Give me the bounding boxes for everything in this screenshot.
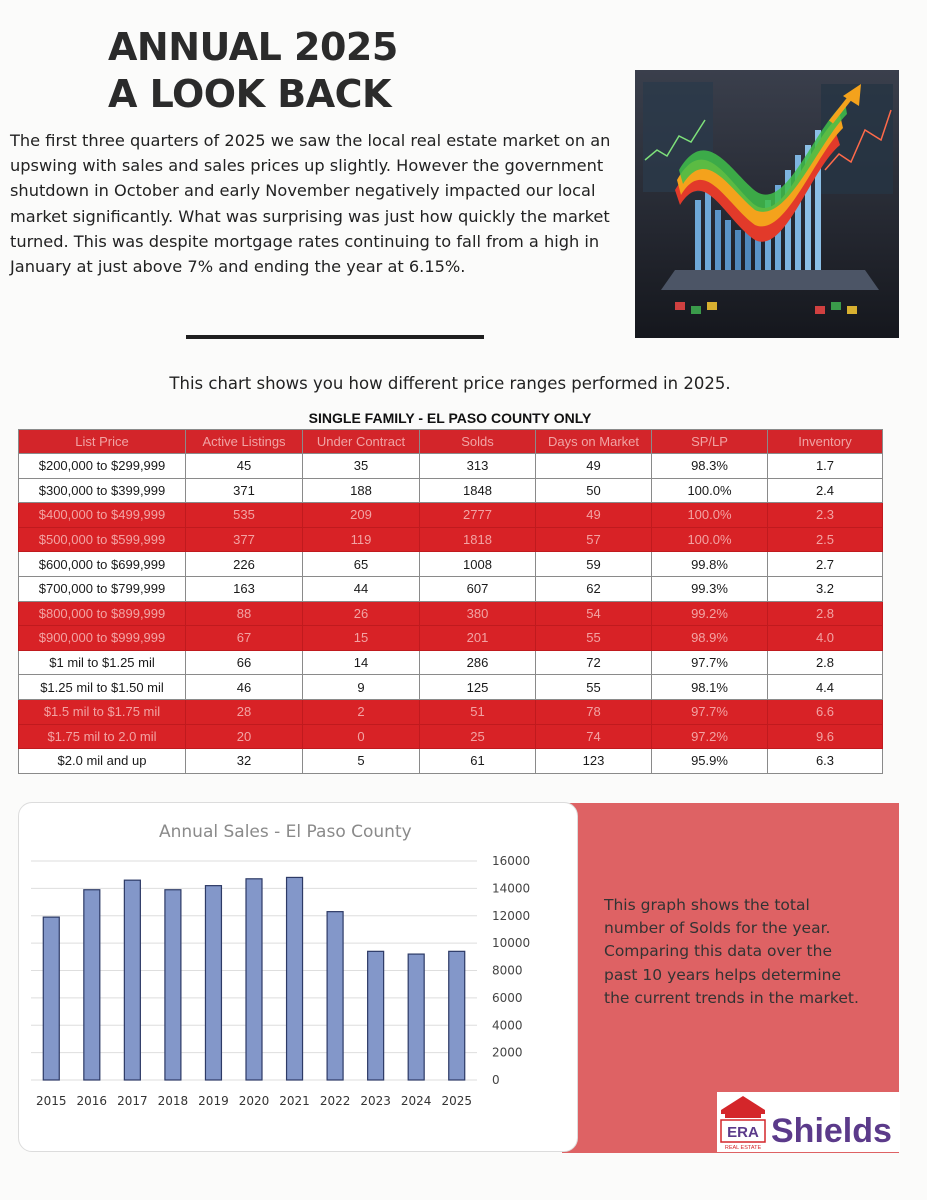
header-list-price: List Price [19, 430, 186, 454]
price-range-table [18, 429, 883, 774]
x-tick-label: 2021 [279, 1094, 310, 1108]
cell-under-contract: 15 [303, 626, 420, 651]
cell-days-on-market: 54 [536, 601, 652, 626]
cell-sp-lp: 99.3% [652, 576, 768, 601]
cell-active-listings: 377 [186, 527, 303, 552]
y-tick-label: 10000 [492, 936, 531, 951]
cell-days-on-market: 49 [536, 503, 652, 528]
chart-title: Annual Sales - El Paso County [159, 822, 412, 842]
table-row [19, 478, 883, 503]
cell-solds: 286 [420, 650, 536, 675]
cell-active-listings: 535 [186, 503, 303, 528]
cell-days-on-market: 55 [536, 675, 652, 700]
cell-sp-lp: 97.2% [652, 724, 768, 749]
table-row [19, 576, 883, 601]
shields-wordmark: Shields [771, 1112, 892, 1150]
cell-sp-lp: 97.7% [652, 699, 768, 724]
cell-sp-lp: 99.2% [652, 601, 768, 626]
cell-active-listings: 45 [186, 454, 303, 479]
era-shields-logo-svg [717, 1092, 900, 1152]
cell-active-listings: 28 [186, 699, 303, 724]
table-row [19, 503, 883, 528]
cell-under-contract: 65 [303, 552, 420, 577]
cell-days-on-market: 57 [536, 527, 652, 552]
header-active-listings: Active Listings [186, 430, 303, 454]
market-chart-photo [635, 70, 899, 338]
cell-solds: 125 [420, 675, 536, 700]
cell-inventory: 2.4 [768, 478, 883, 503]
cell-active-listings: 371 [186, 478, 303, 503]
graph-description: This graph shows the total number of Solds for the year. Comparing this data over the past 10 years helps determine the current trends in the market. [604, 896, 859, 1007]
annual-sales-chart [18, 802, 578, 1152]
cell-under-contract: 14 [303, 650, 420, 675]
cell-sp-lp: 100.0% [652, 527, 768, 552]
cell-active-listings: 20 [186, 724, 303, 749]
cell-days-on-market: 74 [536, 724, 652, 749]
cell-list-price: $800,000 to $899,999 [19, 601, 186, 626]
cell-solds: 2777 [420, 503, 536, 528]
cell-days-on-market: 62 [536, 576, 652, 601]
bar-2016 [84, 890, 100, 1080]
cell-solds: 1848 [420, 478, 536, 503]
x-tick-label: 2019 [198, 1094, 229, 1108]
cell-active-listings: 67 [186, 626, 303, 651]
cell-list-price: $1.75 mil to 2.0 mil [19, 724, 186, 749]
table-row [19, 552, 883, 577]
y-tick-label: 12000 [492, 908, 531, 923]
cell-inventory: 9.6 [768, 724, 883, 749]
cell-under-contract: 5 [303, 749, 420, 774]
cell-list-price: $700,000 to $799,999 [19, 576, 186, 601]
table-row [19, 454, 883, 479]
headline [108, 24, 398, 118]
y-tick-label: 0 [492, 1073, 500, 1087]
cell-under-contract: 44 [303, 576, 420, 601]
x-tick-label: 2015 [35, 1094, 67, 1108]
cell-inventory: 2.7 [768, 552, 883, 577]
cell-list-price: $400,000 to $499,999 [19, 503, 186, 528]
cell-inventory: 2.8 [768, 650, 883, 675]
cell-sp-lp: 98.9% [652, 626, 768, 651]
cell-sp-lp: 97.7% [652, 650, 768, 675]
cell-under-contract: 0 [303, 724, 420, 749]
cell-days-on-market: 78 [536, 699, 652, 724]
cell-sp-lp: 100.0% [652, 503, 768, 528]
real-estate-label: REAL ESTATE [724, 1145, 762, 1151]
cell-solds: 61 [420, 749, 536, 774]
cell-list-price: $1.25 mil to $1.50 mil [19, 675, 186, 700]
cell-inventory: 4.4 [768, 675, 883, 700]
cell-solds: 201 [420, 626, 536, 651]
x-tick-label: 2024 [400, 1094, 432, 1108]
cell-under-contract: 119 [303, 527, 420, 552]
header-under-contract: Under Contract [303, 430, 420, 454]
bar-2021 [287, 877, 303, 1080]
x-tick-label: 2017 [117, 1094, 148, 1108]
headline-line-1: ANNUAL 2025 [108, 25, 398, 69]
cell-days-on-market: 49 [536, 454, 652, 479]
header-solds: Solds [420, 430, 536, 454]
cell-days-on-market: 59 [536, 552, 652, 577]
cell-inventory: 2.8 [768, 601, 883, 626]
cell-inventory: 2.3 [768, 503, 883, 528]
cell-sp-lp: 100.0% [652, 478, 768, 503]
annual-sales-chart-svg [19, 803, 578, 1152]
table-row [19, 675, 883, 700]
cell-under-contract: 209 [303, 503, 420, 528]
table-row [19, 650, 883, 675]
y-tick-label: 16000 [492, 854, 531, 868]
table-row [19, 626, 883, 651]
y-tick-label: 2000 [492, 1045, 523, 1060]
cell-under-contract: 26 [303, 601, 420, 626]
cell-active-listings: 88 [186, 601, 303, 626]
x-tick-label: 2023 [360, 1094, 391, 1108]
table-title: SINGLE FAMILY - EL PASO COUNTY ONLY [308, 410, 592, 426]
cell-under-contract: 35 [303, 454, 420, 479]
cell-sp-lp: 98.1% [652, 675, 768, 700]
cell-days-on-market: 123 [536, 749, 652, 774]
bar-2025 [449, 951, 465, 1080]
cell-inventory: 4.0 [768, 626, 883, 651]
y-tick-label: 8000 [492, 963, 523, 978]
cell-inventory: 3.2 [768, 576, 883, 601]
bar-2015 [43, 917, 59, 1080]
y-tick-label: 6000 [492, 990, 523, 1005]
section-divider [186, 335, 484, 339]
cell-list-price: $2.0 mil and up [19, 749, 186, 774]
cell-solds: 607 [420, 576, 536, 601]
cell-solds: 313 [420, 454, 536, 479]
cell-solds: 1818 [420, 527, 536, 552]
cell-under-contract: 2 [303, 699, 420, 724]
y-tick-label: 14000 [492, 881, 531, 896]
table-row [19, 527, 883, 552]
cell-list-price: $500,000 to $599,999 [19, 527, 186, 552]
bar-2018 [165, 890, 181, 1080]
era-wordmark: ERA [727, 1124, 759, 1141]
x-tick-label: 2022 [319, 1094, 351, 1108]
headline-line-2: A LOOK BACK [108, 72, 391, 116]
cell-solds: 25 [420, 724, 536, 749]
cell-active-listings: 32 [186, 749, 303, 774]
cell-inventory: 6.3 [768, 749, 883, 774]
bar-2023 [368, 951, 384, 1080]
bar-2020 [246, 879, 262, 1080]
cell-solds: 1008 [420, 552, 536, 577]
table-row [19, 699, 883, 724]
x-tick-label: 2025 [441, 1094, 473, 1108]
intro-paragraph: The first three quarters of 2025 we saw the local real estate market on an upswing with sales and sales prices up slightly. However the government shutdown in October and early November negatively impacted our local market significantly. What was surprising was just how quickly the market turned. This was despite mortgage rates continuing to fall from a high in January at just above 7% and ending the year at 6.15%. [10, 131, 611, 277]
cell-active-listings: 66 [186, 650, 303, 675]
cell-sp-lp: 99.8% [652, 552, 768, 577]
cell-under-contract: 188 [303, 478, 420, 503]
table-row [19, 749, 883, 774]
bar-2017 [124, 880, 140, 1080]
header-inventory: Inventory [768, 430, 883, 454]
x-tick-label: 2020 [238, 1094, 270, 1108]
table-body [19, 454, 883, 774]
cell-list-price: $1 mil to $1.25 mil [19, 650, 186, 675]
bar-2024 [408, 954, 424, 1080]
cell-list-price: $900,000 to $999,999 [19, 626, 186, 651]
cell-list-price: $1.5 mil to $1.75 mil [19, 699, 186, 724]
header-days-on-market: Days on Market [536, 430, 652, 454]
x-tick-label: 2016 [76, 1094, 108, 1108]
house-roof-icon [721, 1096, 765, 1114]
stock-chart-illustration [635, 70, 899, 338]
cell-active-listings: 226 [186, 552, 303, 577]
table-header-row [19, 430, 883, 454]
header-sp-lp: SP/LP [652, 430, 768, 454]
table-caption: This chart shows you how different price ranges performed in 2025. [169, 374, 731, 393]
cell-days-on-market: 72 [536, 650, 652, 675]
cell-under-contract: 9 [303, 675, 420, 700]
cell-days-on-market: 50 [536, 478, 652, 503]
bar-2022 [327, 912, 343, 1080]
cell-inventory: 6.6 [768, 699, 883, 724]
cell-list-price: $300,000 to $399,999 [19, 478, 186, 503]
table-row [19, 601, 883, 626]
cell-solds: 51 [420, 699, 536, 724]
cell-days-on-market: 55 [536, 626, 652, 651]
bar-2019 [205, 886, 221, 1080]
cell-sp-lp: 95.9% [652, 749, 768, 774]
cell-inventory: 2.5 [768, 527, 883, 552]
era-shields-logo [717, 1092, 900, 1152]
x-tick-label: 2018 [157, 1094, 189, 1108]
cell-active-listings: 46 [186, 675, 303, 700]
cell-list-price: $200,000 to $299,999 [19, 454, 186, 479]
table-row [19, 724, 883, 749]
cell-solds: 380 [420, 601, 536, 626]
cell-sp-lp: 98.3% [652, 454, 768, 479]
cell-active-listings: 163 [186, 576, 303, 601]
y-tick-label: 4000 [492, 1018, 523, 1033]
cell-inventory: 1.7 [768, 454, 883, 479]
cell-list-price: $600,000 to $699,999 [19, 552, 186, 577]
